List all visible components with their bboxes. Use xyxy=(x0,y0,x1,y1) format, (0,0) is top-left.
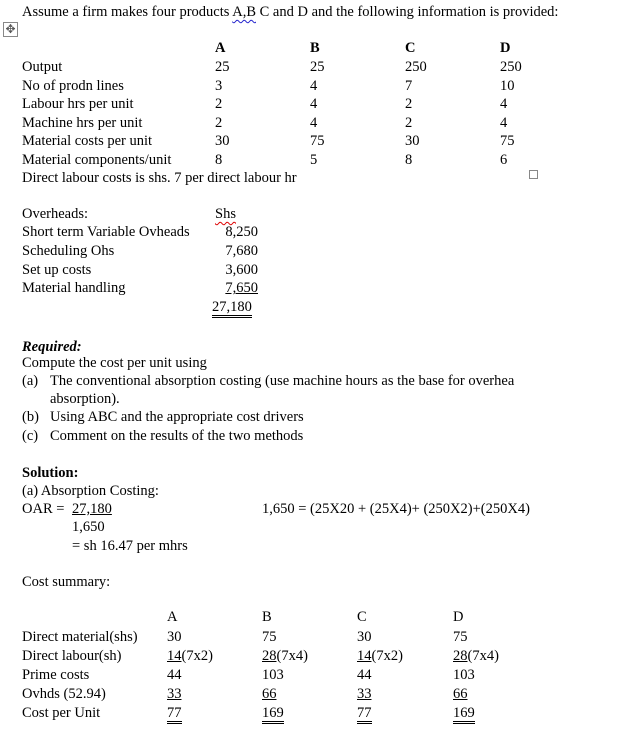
overhead-value: 7,650 xyxy=(225,280,258,297)
cost-cell xyxy=(357,628,372,646)
cost-note: (7x4) xyxy=(467,648,499,664)
product-cell: 4 xyxy=(310,77,318,94)
cost-cell xyxy=(167,685,182,703)
overhead-label: Material handling xyxy=(22,280,126,297)
overheads-total xyxy=(212,298,252,316)
product-cell: 250 xyxy=(500,59,522,75)
cost-value: 44 xyxy=(357,667,372,683)
intro-text xyxy=(22,3,558,21)
overhead-label: Scheduling Ohs xyxy=(22,242,115,259)
table-move-handle-icon[interactable]: ✥ xyxy=(3,22,18,37)
oar-denominator: 1,650 xyxy=(72,519,105,535)
cost-row-label: Cost per Unit xyxy=(22,705,101,721)
overhead-value: 8,250 xyxy=(225,224,258,240)
cost-column-header: B xyxy=(262,609,272,625)
solution-title: Solution: xyxy=(22,465,79,481)
product-row-label: Machine hrs per unit xyxy=(22,114,143,131)
overheads-total-value: 27,180 xyxy=(212,299,252,318)
cost-value: 169 xyxy=(453,705,475,724)
intro-products: A,B xyxy=(232,4,256,20)
required-item-marker: (c) xyxy=(22,428,39,444)
product-cell: 2 xyxy=(215,114,223,131)
cell-end-marker-icon xyxy=(529,170,538,179)
cost-row-label: Ovhds (52.94) xyxy=(22,686,106,702)
cost-value: 66 xyxy=(262,686,277,702)
product-cell: 25 xyxy=(310,59,325,75)
product-cell: 30 xyxy=(215,133,230,149)
product-cell: 30 xyxy=(405,133,420,149)
product-cell: 7 xyxy=(405,77,413,94)
required-item-marker: (b) xyxy=(22,409,39,425)
cost-cell xyxy=(262,685,277,703)
cost-value: 77 xyxy=(167,705,182,724)
required-item-text: The conventional absorption costing (use machine hours as the base for overhea xyxy=(50,373,515,389)
cost-cell xyxy=(167,628,182,646)
cost-column-header: A xyxy=(167,609,178,625)
cost-value: 75 xyxy=(262,629,277,645)
product-cell: 25 xyxy=(215,59,230,75)
intro-post: C and D and the following information is provided: xyxy=(256,4,559,20)
cost-cell xyxy=(262,628,277,646)
cost-value: 14 xyxy=(167,648,182,664)
required-item-text: Using ABC and the appropriate cost drivers xyxy=(50,409,304,425)
cost-column-header: D xyxy=(453,609,464,625)
cost-note: (7x2) xyxy=(371,648,403,664)
product-cell: 2 xyxy=(405,114,413,131)
cost-column-header: C xyxy=(357,609,367,625)
product-cell: 3 xyxy=(215,77,223,94)
cost-cell xyxy=(262,704,284,722)
cost-cell xyxy=(453,666,475,684)
cost-row-label: Direct labour(sh) xyxy=(22,648,122,664)
overhead-value: 7,680 xyxy=(225,242,258,259)
cost-cell xyxy=(262,666,284,684)
cost-cell xyxy=(357,666,372,684)
intro-pre: Assume a firm makes four products xyxy=(22,4,233,20)
cost-value: 30 xyxy=(167,629,182,645)
overhead-label: Short term Variable Ovheads xyxy=(22,224,190,240)
oar-numerator: 27,180 xyxy=(72,501,112,517)
product-cell: 8 xyxy=(405,151,413,168)
product-cell: 75 xyxy=(500,133,515,149)
required-item-marker: (a) xyxy=(22,373,39,389)
product-row-label: Output xyxy=(22,59,63,75)
required-title: Required: xyxy=(22,339,82,355)
cost-cell xyxy=(453,628,468,646)
product-column-header: B xyxy=(310,40,320,56)
cost-cell xyxy=(357,704,372,722)
cost-value: 75 xyxy=(453,629,468,645)
product-cell: 250 xyxy=(405,59,427,75)
overhead-label: Set up costs xyxy=(22,261,92,278)
required-item-text-cont: absorption). xyxy=(50,391,120,407)
product-cell: 4 xyxy=(310,96,318,112)
product-column-header: C xyxy=(405,40,416,56)
required-intro: Compute the cost per unit using xyxy=(22,355,207,371)
cost-cell xyxy=(453,685,468,703)
cost-cell xyxy=(167,666,182,684)
cost-value: 103 xyxy=(262,667,284,683)
cost-cell xyxy=(167,704,182,722)
product-cell: 2 xyxy=(405,96,413,112)
cost-cell xyxy=(453,647,499,665)
product-row-label: Labour hrs per unit xyxy=(22,96,134,112)
cost-value: 66 xyxy=(453,686,468,702)
product-row-label: Material components/unit xyxy=(22,151,172,168)
solution-part-a: (a) Absorption Costing: xyxy=(22,483,159,499)
cost-cell xyxy=(262,647,308,665)
cost-value: 28 xyxy=(453,648,468,664)
product-column-header: A xyxy=(215,40,226,56)
product-cell: 4 xyxy=(500,114,508,131)
product-cell: 4 xyxy=(310,114,318,131)
cost-note: (7x4) xyxy=(276,648,308,664)
required-item-text: Comment on the results of the two methods xyxy=(50,428,304,444)
cost-row-label: Prime costs xyxy=(22,667,90,683)
cost-value: 169 xyxy=(262,705,284,724)
product-cell: 2 xyxy=(215,96,223,112)
overheads-currency: Shs xyxy=(215,206,236,222)
cost-note: (7x2) xyxy=(181,648,213,664)
product-cell: 5 xyxy=(310,151,318,168)
overheads-title: Overheads: xyxy=(22,206,89,222)
product-column-header: D xyxy=(500,40,511,56)
cost-cell xyxy=(357,685,372,703)
product-cell: 6 xyxy=(500,151,508,168)
product-cell: 8 xyxy=(215,151,223,168)
product-cell: 10 xyxy=(500,77,515,94)
overhead-value: 3,600 xyxy=(225,261,258,278)
product-row-label: Material costs per unit xyxy=(22,133,153,149)
machine-hours-equation: 1,650 = (25X20 + (25X4)+ (250X2)+(250X4) xyxy=(262,501,530,517)
cost-row-label: Direct material(shs) xyxy=(22,629,138,645)
cost-value: 77 xyxy=(357,705,372,724)
cost-value: 30 xyxy=(357,629,372,645)
cost-value: 28 xyxy=(262,648,277,664)
cost-value: 33 xyxy=(167,686,182,702)
cost-value: 33 xyxy=(357,686,372,702)
cost-cell xyxy=(357,647,403,665)
cost-value: 14 xyxy=(357,648,372,664)
cost-summary-title: Cost summary: xyxy=(22,574,111,590)
cost-cell xyxy=(453,704,475,722)
product-row-label: No of prodn lines xyxy=(22,77,124,94)
cost-cell xyxy=(167,647,213,665)
product-cell: 75 xyxy=(310,133,325,149)
oar-label: OAR = xyxy=(22,501,65,517)
cost-value: 103 xyxy=(453,667,475,683)
oar-result: = sh 16.47 per mhrs xyxy=(72,538,188,554)
product-cell: 4 xyxy=(500,96,508,112)
labour-cost-note: Direct labour costs is shs. 7 per direct labour hr xyxy=(22,170,297,186)
cost-value: 44 xyxy=(167,667,182,683)
